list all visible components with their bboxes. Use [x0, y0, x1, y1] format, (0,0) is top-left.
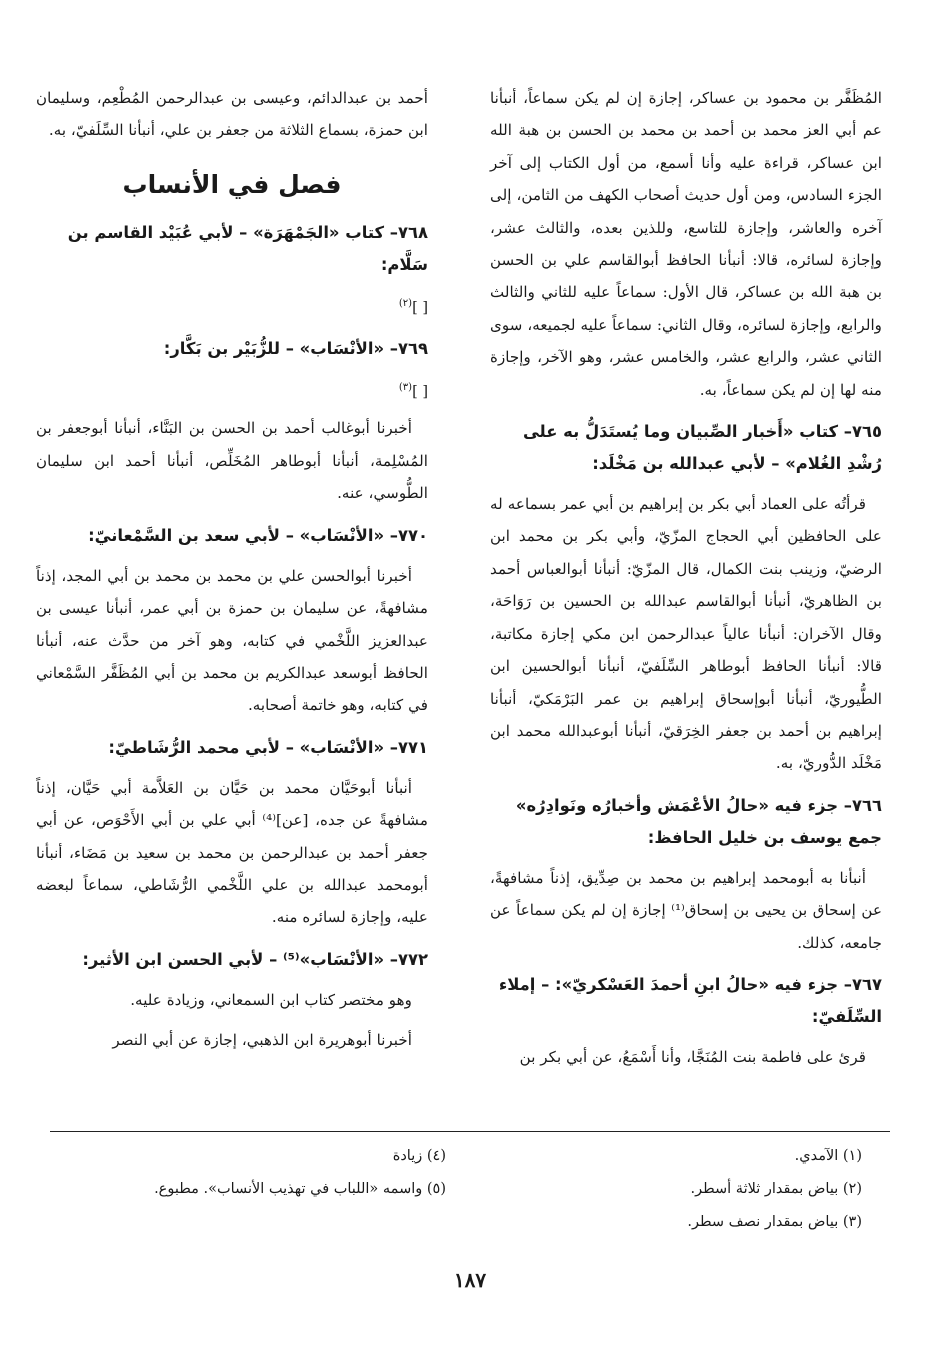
entry-767-text: قرئ على فاطمة بنت المُنَجَّا، وأنا أَسْمَعُ، عن أبي بكر بن	[519, 1047, 866, 1066]
page-number: ١٨٧	[453, 1268, 487, 1292]
entry-heading-768: ٧٦٨– كتاب «الجَمْهَرَة» – لأبي عُبَيْد القاسم بن سَلَّام:	[67, 222, 428, 274]
entry-heading-765: ٧٦٥– كتاب «أَخبار الصِّبيان وما يُستَدَلُّ به على رُشْدِ الغُلام» – لأبي عبدالله بن مَخْلَد:	[522, 422, 882, 474]
right-column	[490, 82, 882, 1073]
entry-heading-767: ٧٦٧– جزء فيه «حالُ ابنِ أحمدَ العَسْكريّ»: – إملاء السِّلَفيّ:	[498, 974, 882, 1026]
paragraph-continuation-left: أحمد بن عبدالدائم، وعيسى بن عبدالرحمن المُطْعِم، وسليمان ابن حمزة، بسماع الثلاثة من جعفر بن علي، أنبأنا السِّلَفيّ، به.	[36, 89, 428, 140]
footnote-5: (٥) واسمه «اللباب في تهذيب الأنساب». مطبوع.	[154, 1181, 446, 1197]
footnote-ref-2: (٢)	[398, 297, 413, 309]
entry-heading-771: ٧٧١– «الأنْسَاب» – لأبي محمد الرُّشَاطيّ:	[108, 737, 428, 757]
blank-brackets: [ ]	[412, 299, 428, 316]
blank-placeholder-768	[36, 289, 428, 323]
section-title: فصل في الأنساب	[122, 169, 342, 199]
paragraph-continuation: المُظَفَّر بن محمود بن عساكر، إجازة إن لم يكن سماعاً، أنبأنا عم أبي العز محمد بن أحمد بن محمد بن الحسن بن هبة الله ابن عساكر، قراءة عليه وأنا أسمع، من أول الكتاب إلى آخر الجزء السادس، ومن أول حديث أصحاب الكهف من الثامن، إلى آخره والعاشر، وإجازة للتاسع، وللذين بعده، والثالث عشر، وإجازة لسائره، قالا: أنبأنا الحافظ أبوالقاسم علي بن الحسن بن هبة الله بن عساكر، قال الأول: سماعاً عليه للثاني والثالث والرابع، وإجازة لسائره، وقال الثاني: سماعاً عليه لجميعه، سوى الثاني عشر، والرابع عشر، والخامس عشر، وهو الآخر، وإجازة منه لها إن لم يكن سماعاً، به.	[490, 89, 882, 399]
entry-heading-769: ٧٦٩– «الأنْسَاب» – للزُّبَيْر بن بَكَّار:	[163, 338, 428, 358]
footnotes-left	[154, 1140, 446, 1206]
entry-heading-766: ٧٦٦– جزء فيه «حالُ الأعْمَش وأخبارُه ونَوادِرُه» جمع يوسف بن خليل الحافظ:	[515, 795, 882, 847]
entry-heading-770: ٧٧٠– «الأنْسَاب» – لأبي سعد بن السَّمْعانيّ:	[88, 525, 428, 545]
footnote-ref-3: (٣)	[398, 381, 413, 393]
entry-heading-772: ٧٧٢– «الأنْسَاب»⁽⁵⁾ – لأبي الحسن ابن الأثير:	[82, 949, 428, 969]
blank-placeholder-769	[36, 373, 428, 407]
entry-772-text-a: وهو مختصر كتاب ابن السمعاني، وزيادة عليه.	[130, 990, 412, 1009]
footnote-3: (٣) بياض بمقدار نصف سطر.	[687, 1214, 862, 1230]
footnote-4: (٤) زيادة	[392, 1148, 446, 1164]
entry-771-text: أنبأنا أبوحَيَّان محمد بن حَيَّان بن العَلاَّمة أبي حَيَّان، إذناً مشافهةً عن جده، [عن]⁽⁴⁾ أبي علي بن أبي الأَحْوَص، عن أبي جعفر أحمد بن عبدالرحمن بن محمد بن سعيد بن مَضَاء، أنبأنا أبومحمد عبدالله بن علي اللَّخْمي الرُّشَاطي، سماعاً لبعضه عليه، وإجازة لسائره منه.	[36, 778, 428, 927]
entry-770-text: أخبرنا أبوالحسن علي بن محمد بن محمد بن أبي المجد، إذناً مشافهةً، عن سليمان بن حمزة بن أبي عمر، أنبأنا عيسى بن عبدالعزيز اللَّخْمي في كتابه، وهو آخر من حدَّث عنه، أنبأنا الحافظ أبوسعد عبدالكريم بن محمد بن أبي المُظَفَّر السَّمْعاني في كتابه، وهو خاتمة أصحابه.	[36, 566, 428, 715]
footnotes-right	[687, 1140, 862, 1239]
entry-766-text: أنبأنا به أبومحمد إبراهيم بن محمد بن صِدِّيق، إذناً مشافهةً، عن إسحاق بن يحيى بن إسحاق⁽¹⁾ إجازة إن لم يكن سماعاً عن جامعه، كذلك.	[490, 868, 883, 952]
entry-772-text-b: أخبرنا أبوهريرة ابن الذهبي، إجازة عن أبي النصر	[112, 1031, 412, 1050]
footnote-1: (١) الآمدي.	[794, 1148, 862, 1164]
blank-brackets: [ ]	[412, 383, 428, 400]
entry-765-text: قرأتُه على العماد أبي بكر بن إبراهيم بن أبي عمر بسماعه له على الحافظين أبي الحجاج المزّيّ، وأبي بكر بن محمد ابن الرضيّ، وزينب بنت الكمال، قال المزّيّ: أنبأنا أبوالعباس أحمد بن الظاهريّ، أنبأنا أبوالقاسم عبدالله بن الحسين بن رَوَاحَة، وقال الآخران: أنبأنا عالياً عبدالرحمن ابن مكي إجازة مكاتبة، قالا: أنبأنا الحافظ أبوطاهر السِّلَفيّ، أنبأنا أبوالحسين ابن الطُّيوريّ، أنبأنا أبوإسحاق إبراهيم بن عمر البَرْمَكيّ، أنبأنا إبراهيم بن أحمد بن جعفر الخِرَقيّ، أنبأنا أبوعبدالله محمد ابن مَخْلَد الدُّوريّ، به.	[490, 495, 882, 773]
entry-769-text: أخبرنا أبوغالب أحمد بن الحسن بن البَنَّاء، أنبأنا أبوجعفر بن المُسْلِمة، أنبأنا أبوطاهر المُخَلِّص، أنبأنا أحمد ابن سليمان الطُّوسي، عنه.	[36, 419, 428, 503]
footnote-divider	[50, 1131, 890, 1132]
footnote-2: (٢) بياض بمقدار ثلاثة أسطر.	[690, 1181, 862, 1197]
left-column	[36, 82, 428, 1057]
